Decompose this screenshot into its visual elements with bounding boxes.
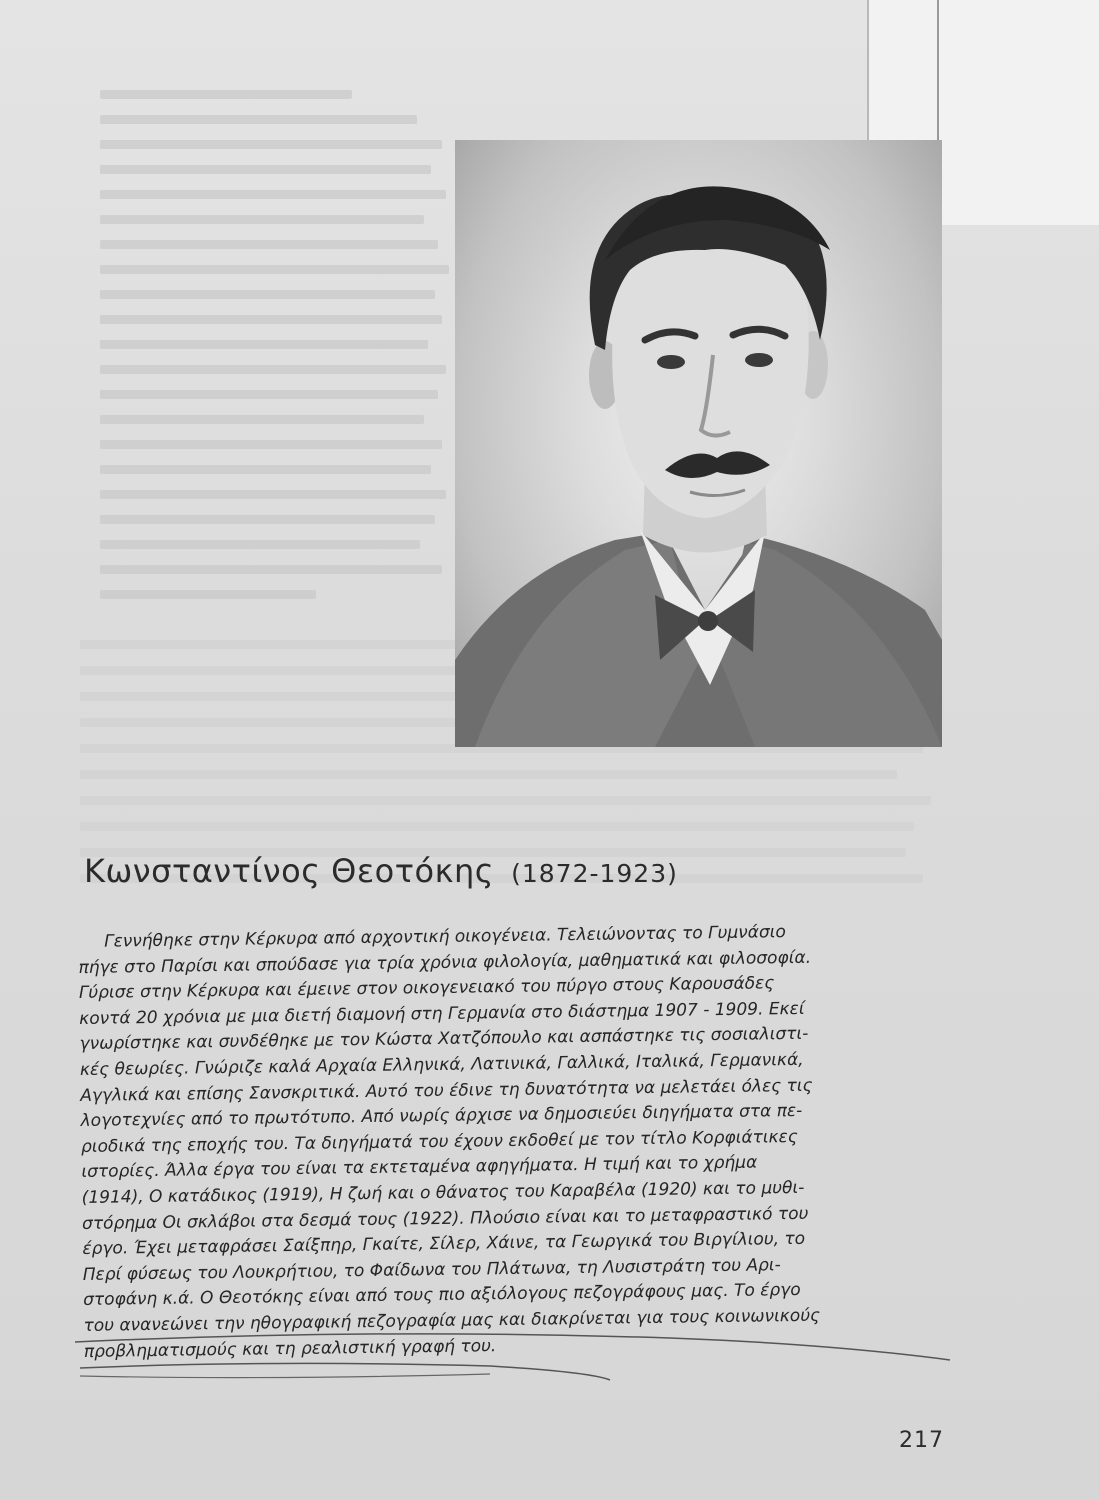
bio-line: ριοδικά της εποχής του. Τα διηγήματά του έχουν εκδοθεί με τον τίτλο Κορφιάτικες — [80, 1126, 798, 1157]
bio-line: Γύρισε στην Κέρκυρα και έμεινε στον οικογενειακό του πύργο στους Καρουσάδες — [78, 973, 775, 1004]
bio-line: (1914), Ο κατάδικος (1919), Η ζωή και ο θάνατος του Καραβέλα (1920) και το μυθι- — [81, 1177, 805, 1208]
bio-line: λογοτεχνίες από το πρωτότυπο. Από νωρίς άρχισε να δημοσιεύει διηγήματα στα πε- — [80, 1101, 803, 1132]
page-fold-line — [937, 0, 939, 140]
author-years: (1872-1923) — [511, 859, 678, 888]
author-name: Κωνσταντίνος Θεοτόκης — [84, 852, 494, 890]
bio-line: κές θεωρίες. Γνώριζε καλά Αρχαία Ελληνικά, Λατινικά, Γαλλικά, Ιταλικά, Γερμανικά, — [79, 1049, 804, 1080]
pencil-underline-marks — [70, 1320, 970, 1390]
portrait-photo-illustration — [455, 140, 942, 747]
bio-line: γνωρίστηκε και συνδέθηκε με τον Κώστα Χατζόπουλο και ασπάστηκε τις σοσιαλιστι- — [79, 1024, 809, 1055]
bio-line: του ανανεώνει την ηθογραφική πεζογραφία μας και διακρίνεται για τους κοινωνικούς — [83, 1305, 821, 1336]
author-heading — [84, 852, 944, 900]
bio-line: προβληματισμούς και τη ρεαλιστική γραφή του. — [83, 1335, 497, 1362]
portrait-photo — [455, 140, 942, 747]
page-number: 217 — [899, 1428, 944, 1453]
bio-line: στοφάνη κ.ά. Ο Θεοτόκης είναι από τους πιο αξιόλογους πεζογράφους μας. Το έργο — [83, 1280, 801, 1311]
bleed-through-text — [100, 90, 460, 650]
bio-line: κοντά 20 χρόνια με μια διετή διαμονή στη Γερμανία στο διάστημα 1907 - 1909. Εκεί — [79, 998, 805, 1029]
bio-line: στόρημα Οι σκλάβοι στα δεσμά τους (1922). Πλούσιο είναι και το μεταφραστικό του — [81, 1203, 809, 1234]
bio-line: Αγγλικά και επίσης Σανσκριτικά. Αυτό του έδινε τη δυνατότητα να μελετάει όλες τις — [80, 1075, 813, 1106]
bio-line: έργο. Έχει μεταφράσει Σαίξπηρ, Γκαίτε, Σίλερ, Χάινε, τα Γεωργικά του Βιργίλιου, το — [82, 1229, 806, 1260]
bio-line: πήγε στο Παρίσι και σπούδασε για τρία χρόνια φιλολογία, μαθηματικά και φιλοσοφία. — [78, 947, 812, 978]
bio-line: Περί φύσεως του Λουκρήτιου, το Φαίδωνα του Πλάτωνα, τη Λυσιστράτη του Αρι- — [82, 1254, 781, 1285]
bio-line: Γεννήθηκε στην Κέρκυρα από αρχοντική οικογένεια. Τελειώνοντας το Γυμνάσιο — [104, 922, 787, 952]
biography-text — [78, 918, 954, 1365]
bio-line: ιστορίες. Άλλα έργα του είναι τα εκτεταμένα αφηγήματα. Η τιμή και το χρήμα — [81, 1152, 758, 1183]
